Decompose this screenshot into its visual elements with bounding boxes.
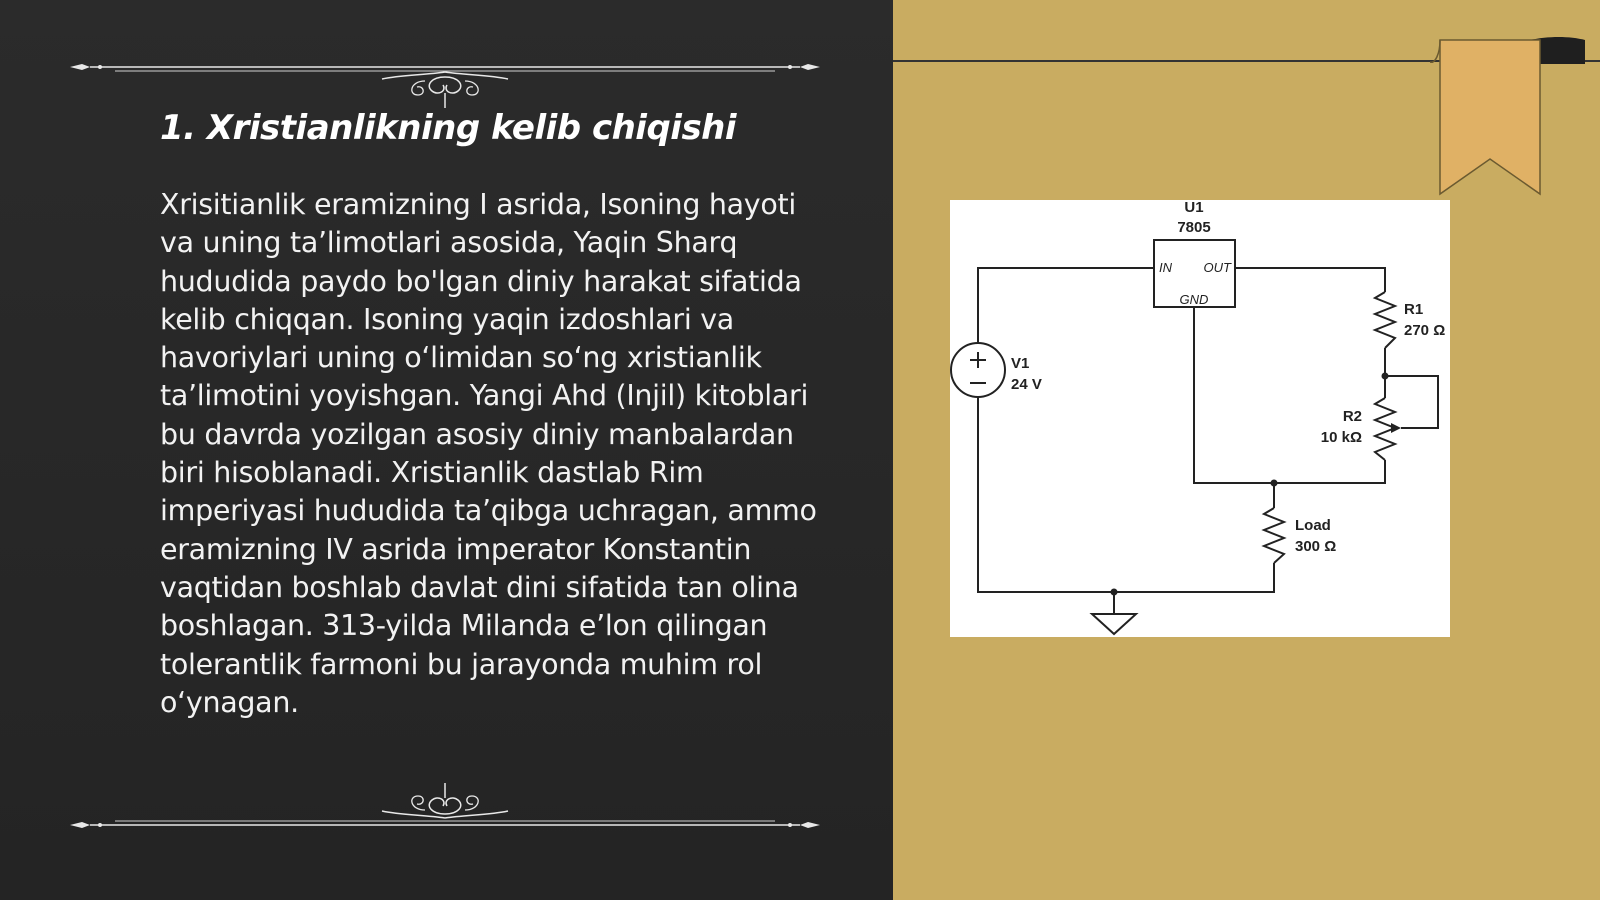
slide-title: 1. Xristianlikning kelib chiqishi [160,108,737,148]
r1-value-label: 270 Ω [1404,322,1446,339]
regulator-name-label: U1 [1184,200,1204,216]
load-name-label: Load [1295,517,1331,534]
r2-value-label: 10 kΩ [1320,429,1362,446]
r2-name-label: R2 [1342,408,1362,425]
regulator-part-label: 7805 [1177,219,1211,236]
circuit-schematic [950,200,1450,637]
source-value-label: 24 V [1011,376,1042,393]
circuit-diagram [950,200,1450,637]
bookmark-ribbon-icon [1430,34,1600,204]
slide-body-text: Xrisitianlik eramizning I asrida, Isoning hayoti va uning ta’limotlari asosida, Yaqin Sharq hududida paydo bo'lgan diniy harakat sifatida kelib chiqqan. Isoning yaqin izdoshlari va havoriylari uning o‘limidan so‘ng xristianlik ta’limotini yoyishgan. Yangi Ahd (Injil) kitoblari bu davrda yozilgan asosiy diniy manbalardan biri hisoblanadi. Xristianlik dastlab Rim imperiyasi hududida ta’qibga uchragan, ammo eramizning IV asrida imperator Konstantin vaqtidan boshlab davlat dini sifatida tan olina boshlagan. 313-yilda Milanda e’lon qilingan tolerantlik farmoni bu jarayonda muhim rol o‘ynagan. [160,188,817,719]
r1-name-label: R1 [1404,301,1424,318]
bottom-ornament [60,770,830,840]
source-name-label: V1 [1011,355,1030,372]
load-value-label: 300 Ω [1295,538,1337,555]
pin-out-label: OUT [1203,260,1231,275]
pin-in-label: IN [1159,260,1172,275]
pin-gnd-label: GND [1179,292,1209,307]
